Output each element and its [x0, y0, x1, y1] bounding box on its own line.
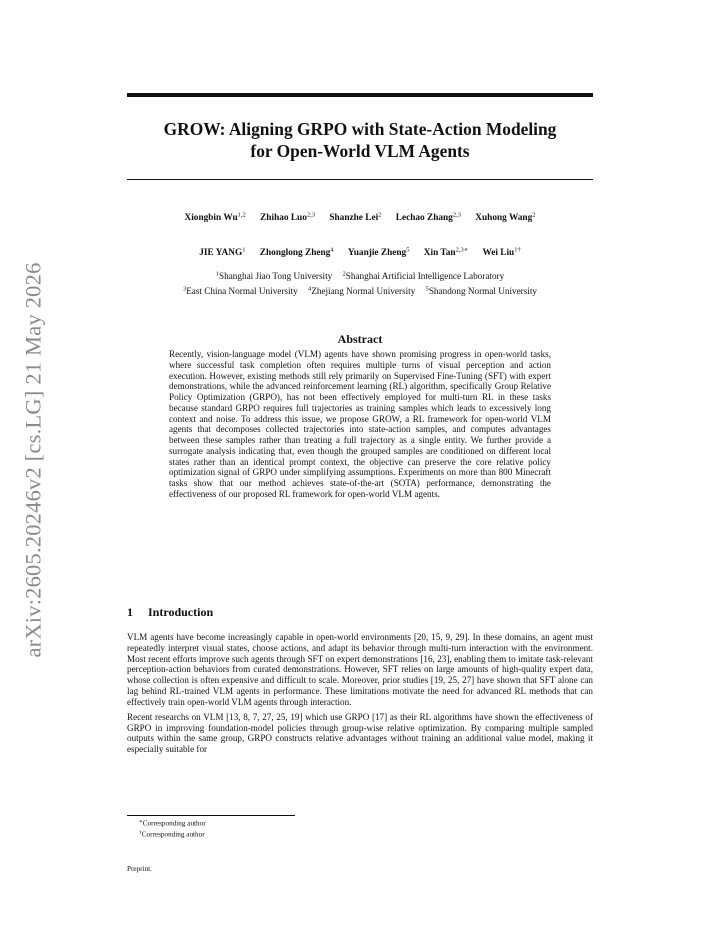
affiliation-mark: 3	[182, 285, 187, 292]
author-affiliation-mark: 2,3∗	[455, 246, 469, 253]
affiliation-mark: 5	[425, 285, 429, 292]
intro-paragraph-2: Recent researchs on VLM [13, 8, 7, 27, 25, 19] which use GRPO [17] as their RL algorithms have shown the effectiveness of GRPO in improving foundation-model policies through group-wise relative optimization. By comparing multiple sampled outputs within the same group, GRPO constructs relative advantages without training an additional value model, making it especially suitable for	[127, 711, 593, 754]
arxiv-identifier-margin	[14, 260, 54, 660]
affiliation	[183, 286, 298, 296]
affiliation	[216, 271, 332, 281]
paper-title	[127, 118, 593, 162]
author-affiliation-mark: 5	[406, 246, 410, 253]
paper-title-line-2: for Open-World VLM Agents	[250, 141, 470, 161]
author	[185, 213, 246, 223]
affiliation-mark: 4	[308, 285, 312, 292]
affiliation	[343, 271, 505, 281]
author-name: Wei Liu	[482, 247, 515, 258]
author	[260, 213, 315, 223]
author-affiliation-mark: 2,3	[306, 211, 316, 218]
author-affiliation-mark: 4	[330, 246, 334, 253]
author-name: Shanzhe Lei	[329, 212, 379, 223]
paper-title-line-1: GROW: Aligning GRPO with State-Action Modeling	[163, 119, 557, 139]
affiliation-list-row-1	[127, 270, 593, 281]
preprint-label: Preprint.	[127, 865, 152, 873]
author	[329, 213, 381, 223]
affiliation-list-row-2	[127, 285, 593, 296]
affiliation-name: Shandong Normal University	[428, 285, 538, 296]
affiliation	[426, 286, 537, 296]
author-name: Yuanjie Zheng	[347, 247, 407, 258]
author-name: Zhihao Luo	[260, 212, 307, 223]
author-name: Zhonglong Zheng	[259, 247, 331, 258]
author	[348, 248, 410, 258]
title-top-rule	[127, 93, 593, 97]
author-affiliation-mark: 1†	[514, 246, 521, 253]
footnote-mark: ∗	[139, 819, 143, 825]
author-affiliation-mark: 1	[242, 246, 246, 253]
author-name: JIE YANG	[199, 247, 243, 258]
footnotes	[139, 818, 206, 839]
affiliation-mark: 2	[342, 270, 346, 277]
author-affiliation-mark: 2,3	[452, 211, 461, 218]
footnote-rule	[127, 815, 295, 816]
author	[260, 248, 334, 258]
arxiv-identifier-text: arXiv:2605.20246v2 [cs.LG] 21 May 2026	[21, 262, 47, 658]
affiliation-name: East China Normal University	[186, 285, 298, 296]
footnote-1	[139, 818, 206, 829]
section-title: Introduction	[148, 605, 214, 619]
footnote-text: Corresponding author	[142, 819, 206, 828]
section-number: 1	[127, 605, 133, 619]
author-list-row-2	[127, 245, 593, 258]
intro-paragraph-1: VLM agents have become increasingly capable in open-world environments [20, 15, 9, 29]. In these domains, an agent must repeatedly interpret visual states, choose actions, and adapt its behavior through multi-turn interaction with the environment. Most recent efforts improve such agents through SFT on expert demonstrations [16, 23], enabling them to imitate task-relevant perception-action behaviors from curated demonstrations. However, SFT relies on large amounts of high-quality expert data, whose collection is often expensive and difficult to scale. Moreover, prior studies [19, 25, 27] have shown that SFT alone can lag behind RL-trained VLM agents in performance. These limitations motivate the need for advanced RL methods that can effectively train open-world VLM agents through interaction.	[127, 632, 593, 707]
author-name: Xin Tan	[423, 247, 456, 258]
abstract-body: Recently, vision-language model (VLM) agents have shown promising progress in open-world tasks, where successful task completion often requires multiple turns of visual perception and action execution. However, existing methods still rely primarily on Supervised Fine-Tuning (SFT) with expert demonstrations, while the advanced reinforcement learning (RL) algorithm, specifically Group Relative Policy Optimization (GRPO), has not been effectively employed for multi-turn RL in these tasks because standard GRPO requires full trajectories as training samples which leads to excessively long context and noise. To address this issue, we propose GROW, a RL framework for open-world VLM agents that decomposes collected trajectories into state-action samples, and computes advantages between these samples rather than treating a full trajectory as a single entity. We further provide a surrogate analysis indicating that, even though the grouped samples are conditioned on different local states rather than an identical prompt context, the objective can preserve the core relative policy optimization signal of GRPO under simplifying assumptions. Experiments on more than 800 Minecraft tasks show that our method achieves state-of-the-art (SOTA) performance, demonstrating the effectiveness of our proposed RL framework for open-world VLM agents.	[169, 349, 551, 499]
author-affiliation-mark: 2	[378, 211, 382, 218]
affiliation-mark: 1	[215, 270, 219, 277]
affiliation-name: Zhejiang Normal University	[311, 285, 416, 296]
abstract-heading: Abstract	[337, 332, 383, 346]
author-name: Lechao Zhang	[395, 212, 453, 223]
author	[396, 213, 461, 223]
affiliation-name: Shanghai Artificial Intelligence Laboratory	[345, 270, 505, 281]
introduction-body	[127, 632, 593, 759]
footnote-text: Corresponding author	[141, 830, 205, 838]
affiliation	[308, 286, 415, 296]
footnote-mark: †	[139, 829, 142, 836]
footnote-2	[139, 829, 206, 840]
affiliation-name: Shanghai Jiao Tong University	[219, 270, 333, 281]
author-affiliation-mark: 2	[532, 211, 536, 218]
author	[475, 213, 535, 223]
title-bottom-rule	[127, 179, 593, 180]
author-name: Xiongbin Wu	[184, 212, 238, 223]
author	[199, 248, 245, 258]
author-list-row-1	[127, 211, 593, 223]
author-name: Xuhong Wang	[475, 212, 533, 223]
author	[424, 248, 468, 258]
section-heading-introduction	[127, 605, 593, 620]
author-affiliation-mark: 1,2	[237, 211, 246, 218]
author	[482, 248, 520, 258]
